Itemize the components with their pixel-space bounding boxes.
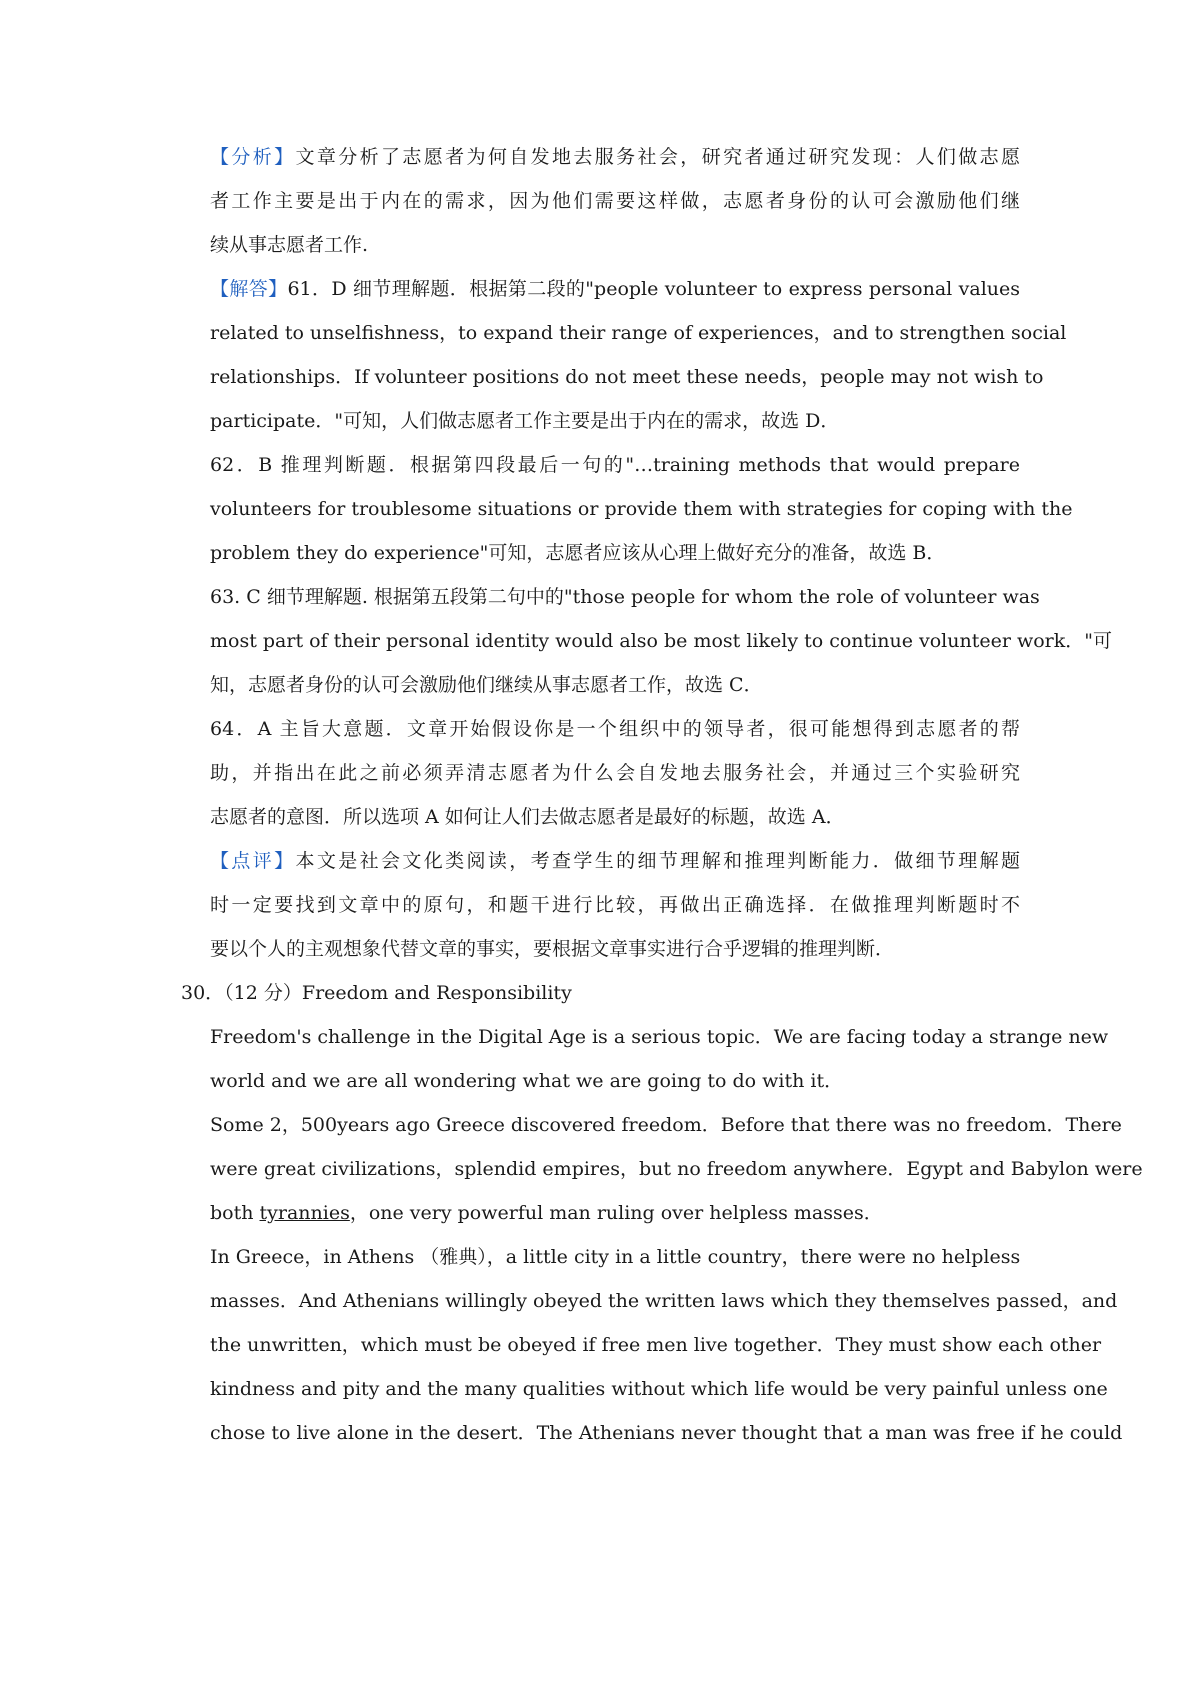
passage-p3-line-5: chose to live alone in the desert．The Athenians never thought that a man was free if he could bbox=[210, 1422, 1123, 1444]
analysis-line-2: 者工作主要是出于内在的需求，因为他们需要这样做，志愿者身份的认可会激励他们继 bbox=[210, 190, 1020, 212]
answer-line-9: most part of their personal identity would also be most likely to continue volunteer work．"可 bbox=[210, 630, 1112, 652]
answer-line-4: participate．"可知，人们做志愿者工作主要是出于内在的需求，故选 D． bbox=[210, 410, 840, 432]
underlined-word-tyrannies: tyrannies bbox=[259, 1202, 350, 1224]
answer-line-6: volunteers for troublesome situations or provide them with strategies for coping with the bbox=[210, 498, 1073, 520]
answer-tag: 【解答】 bbox=[210, 278, 288, 300]
answer-line-10: 知，志愿者身份的认可会激励他们继续从事志愿者工作，故选 C． bbox=[210, 674, 763, 696]
passage-p3-line-1: In Greece，in Athens （雅典），a little city in a little country，there were no helpless bbox=[210, 1246, 1021, 1268]
answer-line-12: 助，并指出在此之前必须弄清志愿者为什么会自发地去服务社会，并通过三个实验研究 bbox=[210, 762, 1020, 784]
analysis-line-1: 【分析】文章分析了志愿者为何自发地去服务社会，研究者通过研究发现：人们做志愿 bbox=[210, 146, 1020, 168]
answer-line-11: 64．A 主旨大意题．文章开始假设你是一个组织中的领导者，很可能想得到志愿者的帮 bbox=[210, 718, 1020, 740]
answer-line-8: 63. C 细节理解题. 根据第五段第二句中的"those people for whom the role of volunteer was bbox=[210, 586, 1040, 608]
passage-p2-line-3: both tyrannies，one very powerful man ruling over helpless masses． bbox=[210, 1202, 883, 1224]
comment-tag: 【点评】 bbox=[210, 850, 296, 872]
passage-p3-line-2: masses．And Athenians willingly obeyed the written laws which they themselves passed，and bbox=[210, 1290, 1118, 1312]
passage-p3-line-4: kindness and pity and the many qualities without which life would be very painful unless one bbox=[210, 1378, 1108, 1400]
answer-line-2: related to unselfishness，to expand their range of experiences，and to strengthen social bbox=[210, 322, 1067, 344]
answer-line-7: problem they do experience"可知，志愿者应该从心理上做好充分的准备，故选 B． bbox=[210, 542, 946, 564]
passage-p3-line-3: the unwritten，which must be obeyed if free men live together．They must show each other bbox=[210, 1334, 1102, 1356]
passage-p2-line-2: were great civilizations，splendid empires，but no freedom anywhere．Egypt and Babylon were bbox=[210, 1158, 1143, 1180]
comment-line-1: 【点评】本文是社会文化类阅读，考查学生的细节理解和推理判断能力．做细节理解题 bbox=[210, 850, 1020, 872]
passage-p1-line-2: world and we are all wondering what we are going to do with it． bbox=[210, 1070, 844, 1092]
analysis-line-3: 续从事志愿者工作. bbox=[210, 234, 369, 256]
passage-p1-line-1: Freedom's challenge in the Digital Age is a serious topic．We are facing today a strange new bbox=[210, 1026, 1109, 1048]
passage-p2-line-1: Some 2，500years ago Greece discovered freedom．Before that there was no freedom．There bbox=[210, 1114, 1122, 1136]
answer-line-13: 志愿者的意图．所以选项 A 如何让人们去做志愿者是最好的标题，故选 A． bbox=[210, 806, 845, 828]
comment-line-2: 时一定要找到文章中的原句，和题干进行比较，再做出正确选择．在做推理判断题时不 bbox=[210, 894, 1020, 916]
answer-line-1: 【解答】61．D 细节理解题．根据第二段的"people volunteer to express personal values bbox=[210, 278, 1020, 300]
comment-line-3: 要以个人的主观想象代替文章的事实，要根据文章事实进行合乎逻辑的推理判断． bbox=[210, 938, 895, 960]
answer-line-3: relationships．If volunteer positions do not meet these needs，people may not wish to bbox=[210, 366, 1044, 388]
question-30-heading: 30．（12 分）Freedom and Responsibility bbox=[181, 982, 572, 1004]
analysis-tag: 【分析】 bbox=[210, 146, 296, 168]
answer-line-5: 62．B 推理判断题．根据第四段最后一句的"…training methods that would prepare bbox=[210, 454, 1020, 476]
